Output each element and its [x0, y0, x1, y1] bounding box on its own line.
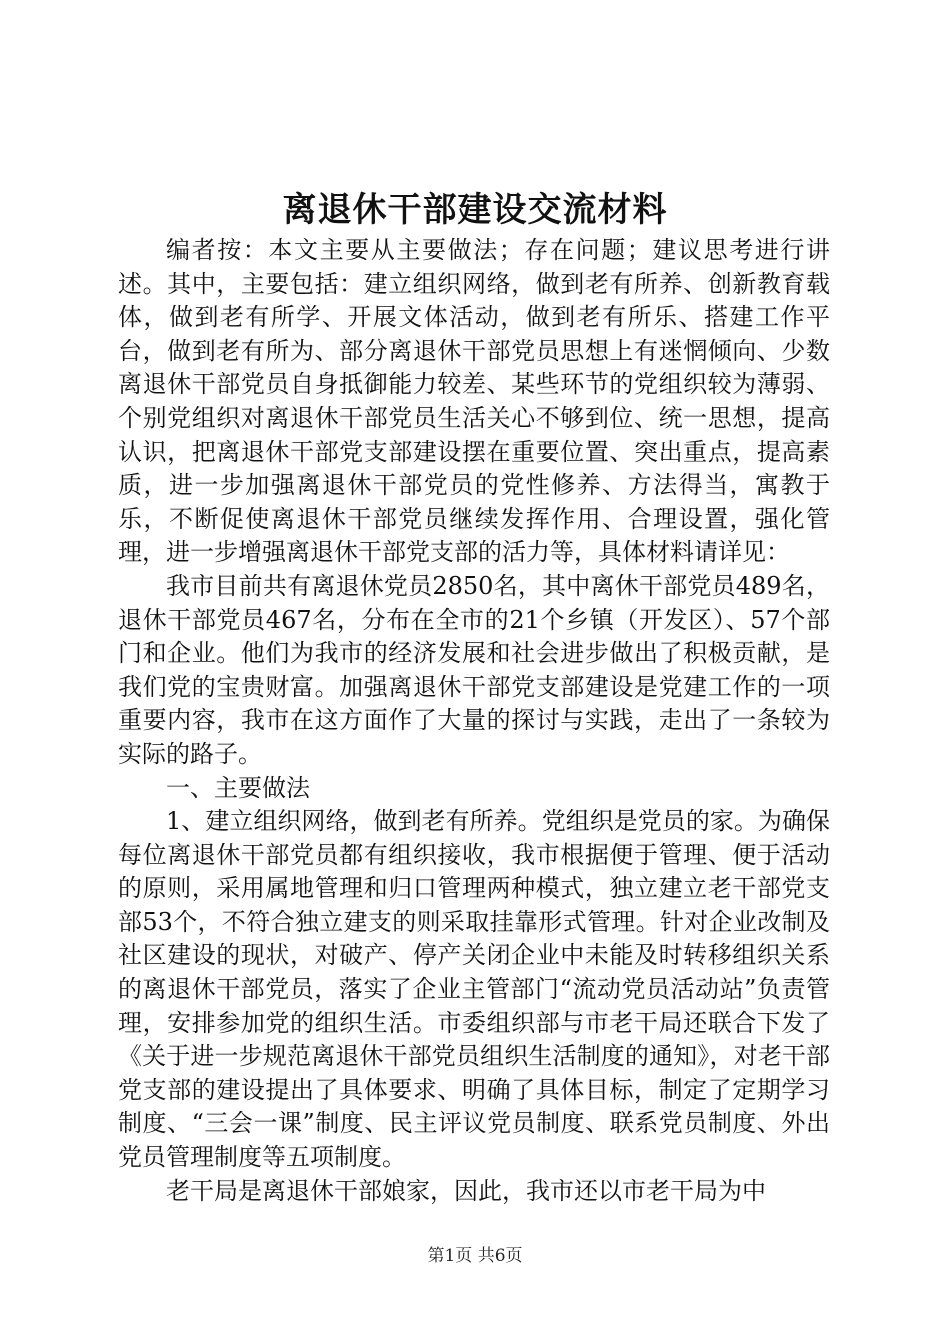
paragraph-editor-note: 编者按：本文主要从主要做法；存在问题；建议思考进行讲述。其中，主要包括：建立组织网络，做到老有所养、创新教育载体，做到老有所学、开展文体活动，做到老有所乐、搭建工作平台，做到老有所为、部分离退休干部党员思想上有迷惘倾向、少数离退休干部党员自身抵御能力较差、某些环节的党组织较为薄弱、个别党组织对离退休干部党员生活关心不够到位、统一思想，提高认识，把离退休干部党支部建设摆在重要位置、突出重点，提高素质，进一步加强离退休干部党员的党性修养、方法得当，寓教于乐，不断促使离退休干部党员继续发挥作用、合理设置，强化管理，进一步增强离退休干部党支部的活力等，具体材料请详见：	[118, 236, 830, 567]
section-heading-main-practices: 一、主要做法	[166, 773, 310, 802]
paragraph-cadre-bureau: 老干局是离退休干部娘家，因此，我市还以市老干局为中	[166, 1176, 766, 1205]
paragraph-overview: 我市目前共有离退休党员2850名，其中离休干部党员489名，退休干部党员467名，分布在全市的21个乡镇（开发区）、57个部门和企业。他们为我市的经济发展和社会进步做出了积极贡献，是我们党的宝贵财富。加强离退休干部党支部建设是党建工作的一项重要内容，我市在这方面作了大量的探讨与实践，走出了一条较为实际的路子。	[118, 571, 830, 768]
paragraph-organization-network: 1、建立组织网络，做到老有所养。党组织是党员的家。为确保每位离退休干部党员都有组织接收，我市根据便于管理、便于活动的原则，采用属地管理和归口管理两种模式，独立建立老干部党支部53个，不符合独立建支的则采取挂靠形式管理。针对企业改制及社区建设的现状，对破产、停产关闭企业中未能及时转移组织关系的离退休干部党员，落实了企业主管部门“流动党员活动站”负责管理，安排参加党的组织生活。市委组织部与市老干局还联合下发了《关于进一步规范离退休干部党员组织生活制度的通知》，对老干部党支部的建设提出了具体要求、明确了具体目标，制定了定期学习制度、“三会一课”制度、民主评议党员制度、联系党员制度、外出党员管理制度等五项制度。	[118, 807, 830, 1172]
page-footer: 第1页 共6页	[427, 1246, 523, 1266]
document-title: 离退休干部建设交流材料	[282, 190, 668, 230]
document-body	[118, 234, 830, 1208]
